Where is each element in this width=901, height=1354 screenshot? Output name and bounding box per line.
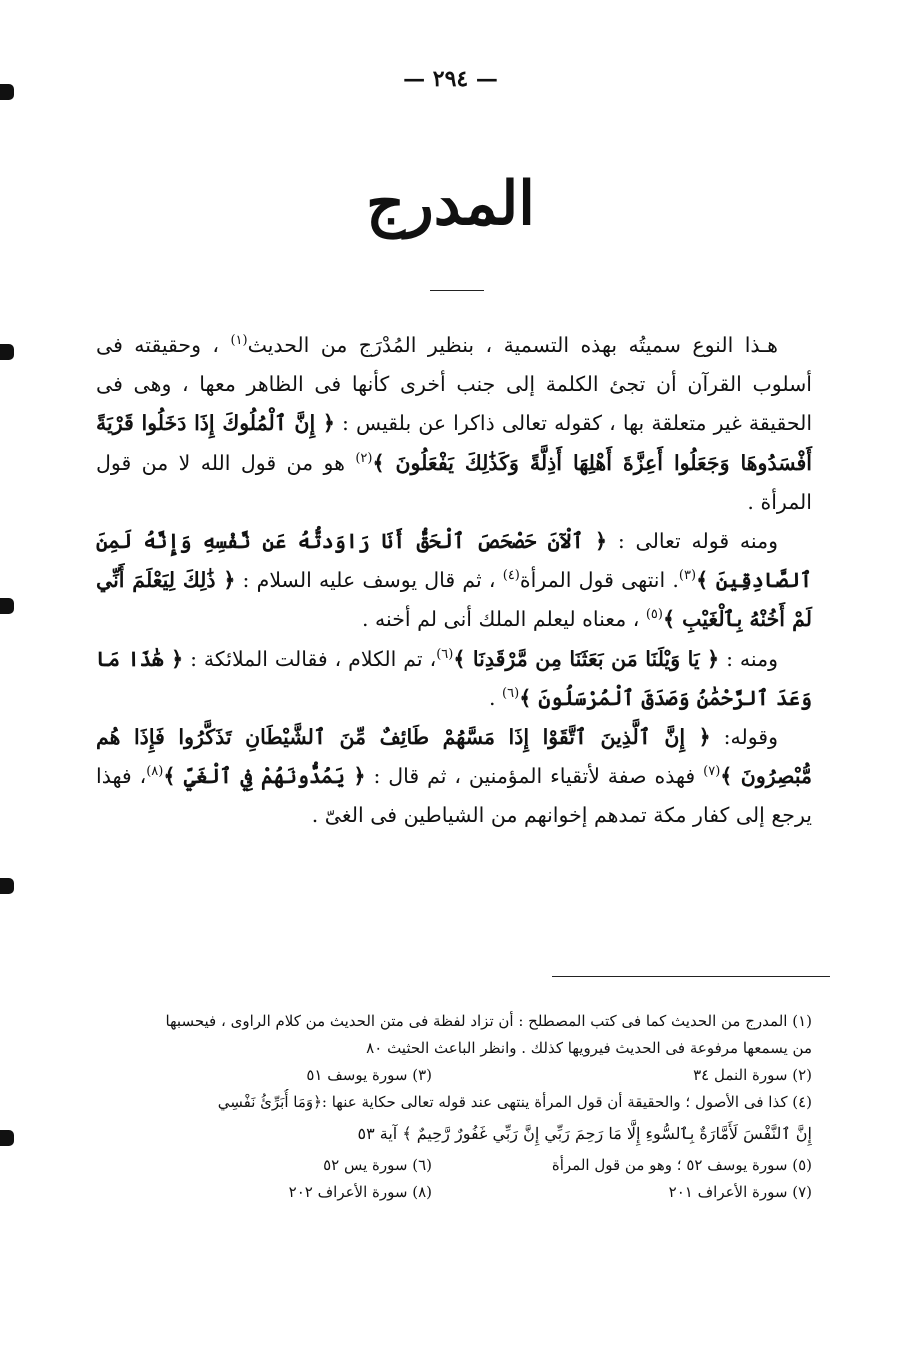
body-paragraph — [96, 718, 812, 836]
body-text-run: . — [489, 685, 503, 710]
footnote-reference: (٦) — [436, 646, 454, 662]
body-paragraph — [96, 640, 812, 718]
footnote-1-line-2: من يسمعها مرفوعة فى الحديث فيرويها كذلك . وانظر الباعث الحثيث ٨٠ — [366, 1039, 812, 1057]
quran-quote: ﴿ ذَٰلِكَ لِيَعْلَمَ أَنِّي لَمْ أَخُنْهُ بِٱلْغَيْبِ ﴾ — [96, 568, 812, 632]
footnotes-7-8 — [96, 1179, 812, 1206]
footnotes-5-6 — [96, 1152, 812, 1179]
footnote-5: (٥) سورة يوسف ٥٢ ؛ وهو من قول المرأة — [551, 1156, 812, 1174]
body-text-run: ، وحقيقته فى أسلوب القرآن أن تجئ الكلمة إلى جنب أخرى كأنها فى الظاهر معها ، وهى فى الحقيقة غير متعلقة بها ، كقوله تعالى ذاكرا عن بلقيس : — [96, 333, 813, 436]
main-text — [96, 326, 812, 836]
footnote-8: (٨) سورة الأعراف ٢٠٢ — [288, 1183, 432, 1201]
chapter-title: المدرج — [366, 169, 535, 239]
title-divider — [430, 290, 484, 291]
footnote-reference: (٤) — [502, 568, 520, 584]
quran-quote: ﴿ ٱلْآنَ حَصْحَصَ ٱلْحَقُّ أَنَا رَاوَدتُّهُ عَن نَّفْسِهِ وَإِنَّهُ لَمِنَ ٱلصَّادِقِينَ ﴾ — [96, 529, 812, 593]
footnote-reference: (٨) — [146, 764, 164, 780]
binding-mark — [0, 878, 14, 894]
body-paragraph — [96, 522, 812, 640]
footnote-7: (٧) سورة الأعراف ٢٠١ — [668, 1183, 812, 1201]
body-text-run: هـذا النوع سميتُه بهذه التسمية ، بنظير المُدْرَج من الحديث — [247, 333, 778, 357]
body-text-run: ومنه : — [719, 646, 778, 671]
footnote-2: (٢) سورة النمل ٣٤ — [693, 1066, 812, 1084]
binding-mark — [0, 598, 14, 614]
footnotes — [96, 1008, 812, 1206]
body-text-run: ومنه قوله تعالى : — [607, 529, 778, 554]
footnote-reference: (٢) — [355, 450, 373, 466]
footnote-4-line-1: (٤) كذا فى الأصول ؛ والحقيقة أن قول المرأة ينتهى عند قوله تعالى حكاية عنها :﴿وَمَا أُبَرِّئُ نَفْسِي — [217, 1093, 812, 1111]
quran-quote: ﴿ إِنَّ ٱلَّذِينَ ٱتَّقَوْا إِذَا مَسَّهُمْ طَائِفٌ مِّنَ ٱلشَّيْطَانِ تَذَكَّرُوا فَإِذَا هُم مُّبْصِرُونَ ﴾ — [96, 725, 812, 789]
binding-mark — [0, 344, 14, 360]
body-paragraph — [96, 326, 812, 522]
footnote-1-line-1: (١) المدرج من الحديث كما فى كتب المصطلح : أن تزاد لفظة فى متن الحديث من كلام الراوى ، فيحسبها — [165, 1012, 812, 1030]
footnote-reference: (٣) — [678, 568, 697, 584]
body-text-run: ، تم الكلام ، فقالت الملائكة : — [183, 646, 437, 671]
footnote-divider — [552, 976, 830, 977]
footnote-reference: (١) — [230, 333, 248, 349]
footnote-3: (٣) سورة يوسف ٥١ — [306, 1066, 432, 1084]
body-text-run: ، ثم قال يوسف عليه السلام : — [235, 568, 503, 593]
binding-mark — [0, 1130, 14, 1146]
quran-quote: ﴿ يَا وَيْلَنَا مَن بَعَثَنَا مِن مَّرْقَدِنَا ﴾ — [453, 646, 720, 671]
footnote-6: (٦) سورة يس ٥٢ — [323, 1156, 432, 1174]
quran-quote: ﴿ إِنَّ ٱلْمُلُوكَ إِذَا دَخَلُوا قَرْيَةً أَفْسَدُوهَا وَجَعَلُوا أَعِزَّةَ أَهْلِهَا أَذِلَّةً وَكَذَٰلِكَ يَفْعَلُونَ ﴾ — [96, 411, 812, 475]
footnote-reference: (٧) — [703, 764, 721, 780]
body-text-run: هو من قول الله لا من قول المرأة . — [96, 450, 812, 514]
footnote-4-line-2: إِنَّ ٱلنَّفْسَ لَأَمَّارَةٌ بِٱلسُّوءِ إِلَّا مَا رَحِمَ رَبِّي إِنَّ رَبِّي غَفُورٌ رَّحِيمٌ ﴾ آية ٥٣ — [357, 1124, 812, 1143]
body-text-run: . انتهى قول المرأة — [519, 568, 679, 593]
body-text-run: ، معناه ليعلم الملك أنى لم أخنه . — [361, 607, 646, 632]
footnote-reference: (٥) — [645, 607, 663, 623]
quran-quote: ﴿ يَمُدُّونَهُمْ فِي ٱلْغَيِّ ﴾ — [163, 764, 366, 789]
body-text-run: فهذه صفة لأتقياء المؤمنين ، ثم قال : — [365, 764, 704, 789]
body-text-run: وقوله: — [710, 725, 779, 750]
quran-quote: ﴿ هَٰذَا مَا وَعَدَ ٱلرَّحْمَٰنُ وَصَدَقَ ٱلْمُرْسَلُونَ ﴾ — [96, 646, 812, 710]
body-text-run: ، فهذا يرجع إلى كفار مكة تمدهم إخوانهم من الشياطين فى الغىّ . — [96, 764, 812, 828]
footnote-reference: (٦) — [502, 686, 520, 701]
footnotes-2-3 — [96, 1062, 812, 1089]
page-number: — ٢٩٤ — — [403, 66, 498, 92]
